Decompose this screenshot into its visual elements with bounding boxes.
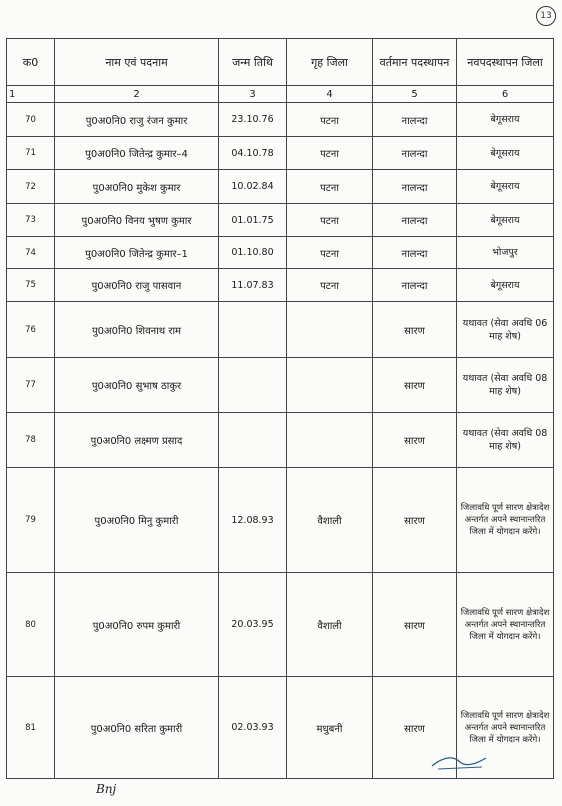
current-posting: नालन्दा — [373, 137, 457, 170]
home-district: पटना — [287, 204, 373, 237]
home-district: वैशाली — [287, 573, 373, 677]
current-posting: सारण — [373, 302, 457, 358]
serial-number: 73 — [7, 204, 55, 237]
new-posting-district: बेगूसराय — [457, 103, 554, 137]
date-of-birth — [219, 302, 287, 358]
home-district: पटना — [287, 170, 373, 204]
table-row — [7, 170, 554, 204]
home-district: पटना — [287, 103, 373, 137]
officer-name: पु0अ0नि0 मिनु कुमारी — [55, 468, 219, 573]
date-of-birth: 23.10.76 — [219, 103, 287, 137]
header-cell: गृह जिला — [287, 39, 373, 86]
date-of-birth: 01.01.75 — [219, 204, 287, 237]
serial-number: 78 — [7, 413, 55, 468]
table-row — [7, 237, 554, 269]
new-posting-district: बेगूसराय — [457, 204, 554, 237]
header-cell: वर्तमान पदस्थापन — [373, 39, 457, 86]
officer-name: पु0अ0नि0 जितेन्द्र कुमार–1 — [55, 237, 219, 269]
page-number: 13 — [536, 6, 556, 26]
home-district: पटना — [287, 269, 373, 302]
home-district — [287, 358, 373, 413]
new-posting-district: यथावत (सेवा अवधि 08 माह शेष) — [457, 358, 554, 413]
date-of-birth — [219, 358, 287, 413]
serial-number: 72 — [7, 170, 55, 204]
home-district — [287, 413, 373, 468]
column-number: 5 — [373, 86, 457, 103]
current-posting: नालन्दा — [373, 237, 457, 269]
signature-initials: Bnj — [96, 782, 117, 796]
initials-scribble-icon — [430, 752, 490, 772]
transfer-table — [6, 38, 554, 779]
date-of-birth: 10.02.84 — [219, 170, 287, 204]
table-row — [7, 103, 554, 137]
new-posting-district: यथावत (सेवा अवधि 06 माह शेष) — [457, 302, 554, 358]
serial-number: 79 — [7, 468, 55, 573]
officer-name: पु0अ0नि0 मुकेश कुमार — [55, 170, 219, 204]
current-posting: सारण — [373, 677, 457, 779]
serial-number: 77 — [7, 358, 55, 413]
home-district: मधुबनी — [287, 677, 373, 779]
serial-number: 76 — [7, 302, 55, 358]
header-cell: क0 — [7, 39, 55, 86]
date-of-birth: 02.03.93 — [219, 677, 287, 779]
officer-name: पु0अ0नि0 सरिता कुमारी — [55, 677, 219, 779]
home-district — [287, 302, 373, 358]
table-row — [7, 413, 554, 468]
column-number: 1 — [7, 86, 55, 103]
current-posting: सारण — [373, 413, 457, 468]
serial-number: 80 — [7, 573, 55, 677]
officer-name: पु0अ0नि0 राजु पासवान — [55, 269, 219, 302]
officer-name: पु0अ0नि0 रुपम कुमारी — [55, 573, 219, 677]
new-posting-district: जिलावधि पूर्ण सारण क्षेत्रादेश अन्तर्गत अपने स्थानान्तरित जिला में योगदान करेंगे। — [457, 468, 554, 573]
header-row — [7, 39, 554, 86]
serial-number: 71 — [7, 137, 55, 170]
header-cell: नाम एवं पदनाम — [55, 39, 219, 86]
officer-name: पु0अ0नि0 विनय भुषण कुमार — [55, 204, 219, 237]
officer-name: पु0अ0नि0 सुभाष ठाकुर — [55, 358, 219, 413]
date-of-birth — [219, 413, 287, 468]
new-posting-district: जिलावधि पूर्ण सारण क्षेत्रादेश अन्तर्गत अपने स्थानान्तरित जिला में योगदान करेंगे। — [457, 677, 554, 779]
table-row — [7, 573, 554, 677]
home-district: पटना — [287, 237, 373, 269]
column-number: 2 — [55, 86, 219, 103]
serial-number: 70 — [7, 103, 55, 137]
date-of-birth: 12.08.93 — [219, 468, 287, 573]
table-row — [7, 358, 554, 413]
home-district: पटना — [287, 137, 373, 170]
serial-number: 81 — [7, 677, 55, 779]
new-posting-district: बेगूसराय — [457, 269, 554, 302]
date-of-birth: 01.10.80 — [219, 237, 287, 269]
serial-number: 75 — [7, 269, 55, 302]
new-posting-district: बेगूसराय — [457, 170, 554, 204]
new-posting-district: बेगूसराय — [457, 137, 554, 170]
table-row — [7, 269, 554, 302]
officer-name: पु0अ0नि0 शिवनाथ राम — [55, 302, 219, 358]
date-of-birth: 20.03.95 — [219, 573, 287, 677]
header-cell: नवपदस्थापन जिला — [457, 39, 554, 86]
table-row — [7, 302, 554, 358]
new-posting-district: जिलावधि पूर्ण सारण क्षेत्रादेश अन्तर्गत अपने स्थानान्तरित जिला में योगदान करेंगे। — [457, 573, 554, 677]
current-posting: सारण — [373, 573, 457, 677]
current-posting: सारण — [373, 468, 457, 573]
table-row — [7, 468, 554, 573]
current-posting: नालन्दा — [373, 269, 457, 302]
column-number: 4 — [287, 86, 373, 103]
date-of-birth: 04.10.78 — [219, 137, 287, 170]
officer-name: पु0अ0नि0 लक्ष्मण प्रसाद — [55, 413, 219, 468]
current-posting: सारण — [373, 358, 457, 413]
header-cell: जन्म तिथि — [219, 39, 287, 86]
new-posting-district: भोजपुर — [457, 237, 554, 269]
officer-name: पु0अ0नि0 राजु रंजन कुमार — [55, 103, 219, 137]
current-posting: नालन्दा — [373, 204, 457, 237]
current-posting: नालन्दा — [373, 103, 457, 137]
serial-number: 74 — [7, 237, 55, 269]
table-row — [7, 137, 554, 170]
officer-name: पु0अ0नि0 जितेन्द्र कुमार–4 — [55, 137, 219, 170]
table-row — [7, 204, 554, 237]
new-posting-district: यथावत (सेवा अवधि 08 माह शेष) — [457, 413, 554, 468]
column-number: 6 — [457, 86, 554, 103]
date-of-birth: 11.07.83 — [219, 269, 287, 302]
column-number: 3 — [219, 86, 287, 103]
home-district: वैशाली — [287, 468, 373, 573]
current-posting: नालन्दा — [373, 170, 457, 204]
column-number-row — [7, 86, 554, 103]
